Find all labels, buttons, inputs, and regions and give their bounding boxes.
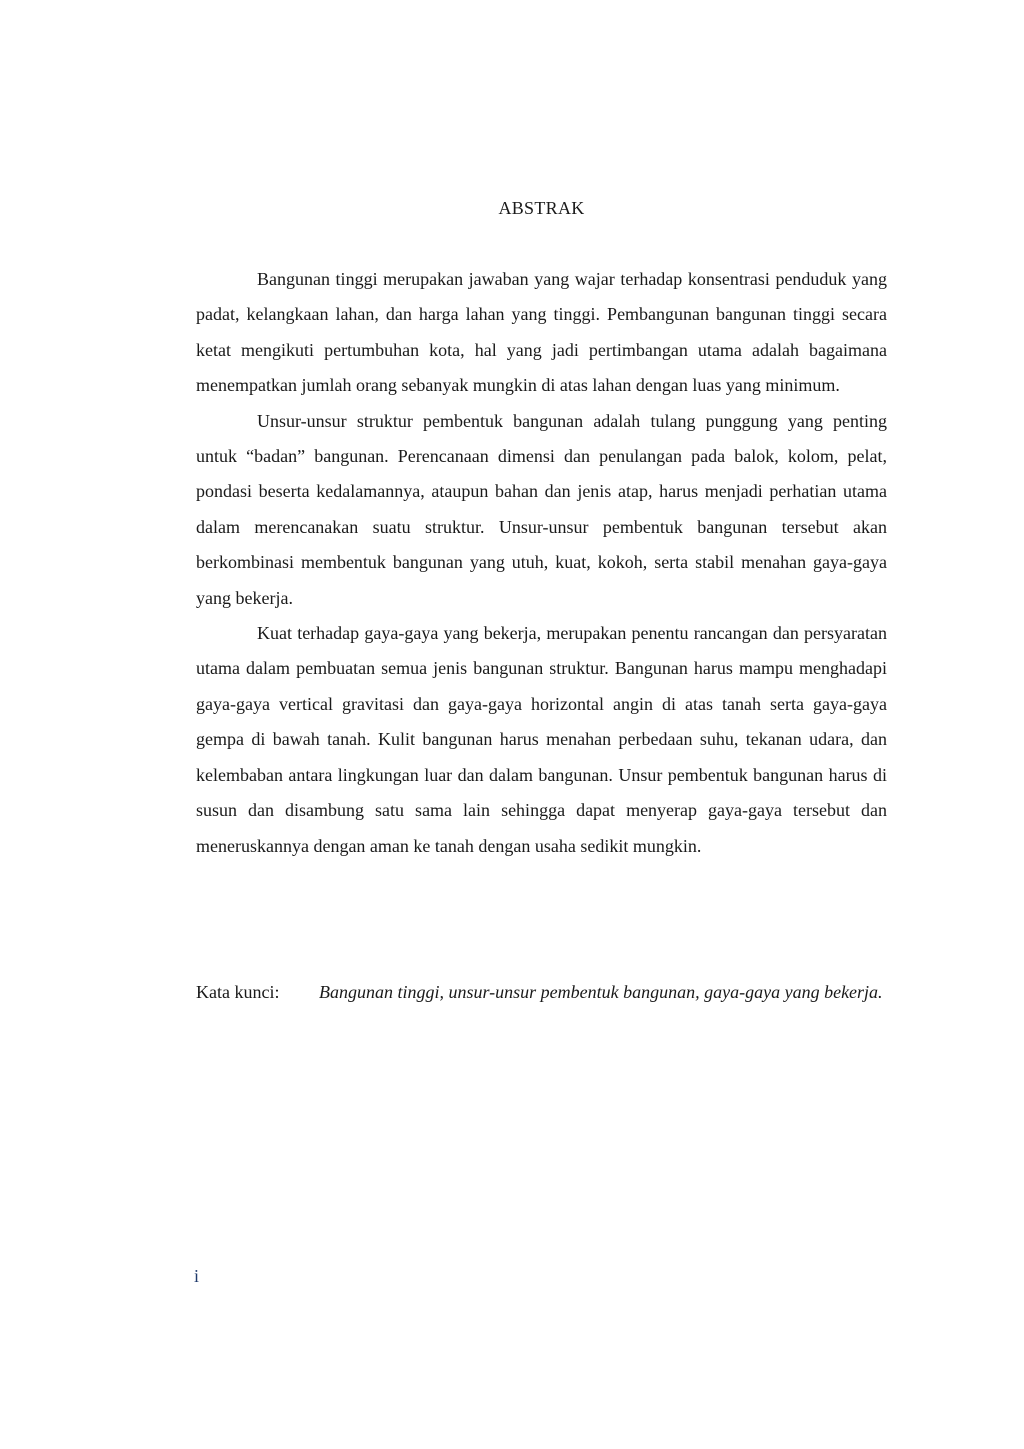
- keywords-section: [196, 975, 887, 1010]
- page-number: i: [194, 1266, 200, 1286]
- abstract-body: [196, 262, 887, 864]
- keywords-label: Kata kunci:: [196, 982, 280, 1002]
- abstract-paragraph-1: Bangunan tinggi merupakan jawaban yang wajar terhadap konsentrasi penduduk yang padat, kelangkaan lahan, dan harga lahan yang tinggi. Pembangunan bangunan tinggi secara ketat mengikuti pertumbuhan kota, hal yang jadi pertimbangan utama adalah bagaimana menempatkan jumlah orang sebanyak mungkin di atas lahan dengan luas yang minimum.: [196, 269, 887, 396]
- abstract-paragraph-3: Kuat terhadap gaya-gaya yang bekerja, merupakan penentu rancangan dan persyaratan utama dalam pembuatan semua jenis bangunan struktur. Bangunan harus mampu menghadapi gaya-gaya vertical gravitasi dan gaya-gaya horizontal angin di atas tanah serta gaya-gaya gempa di bawah tanah. Kulit bangunan harus menahan perbedaan suhu, tekanan udara, dan kelembaban antara lingkungan luar dan dalam bangunan. Unsur pembentuk bangunan harus di susun dan disambung satu sama lain sehingga dapat menyerap gaya-gaya tersebut dan meneruskannya dengan aman ke tanah dengan usaha sedikit mungkin.: [196, 623, 887, 856]
- keywords-value: Bangunan tinggi, unsur-unsur pembentuk bangunan, gaya-gaya yang bekerja.: [319, 982, 883, 1002]
- abstract-paragraph-2: Unsur-unsur struktur pembentuk bangunan adalah tulang punggung yang penting untuk “badan” bangunan. Perencanaan dimensi dan penulangan pada balok, kolom, pelat, pondasi beserta kedalamannya, ataupun bahan dan jenis atap, harus menjadi perhatian utama dalam merencanakan suatu struktur. Unsur-unsur pembentuk bangunan tersebut akan berkombinasi membentuk bangunan yang utuh, kuat, kokoh, serta stabil menahan gaya-gaya yang bekerja.: [196, 410, 887, 608]
- page-title: ABSTRAK: [498, 198, 585, 218]
